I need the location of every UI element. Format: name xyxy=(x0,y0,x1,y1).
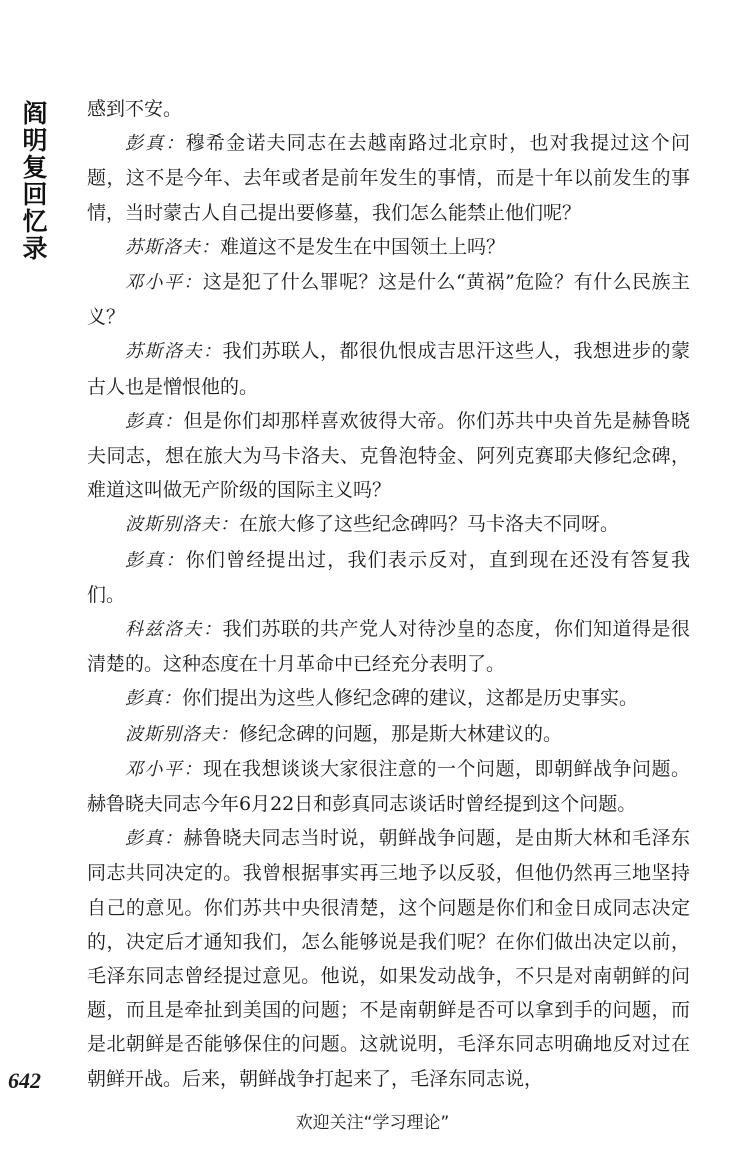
paragraph-text: 在旅大修了这些纪念碑吗？马卡洛夫不同呀。 xyxy=(239,513,620,536)
speaker-label: 波斯别洛夫： xyxy=(125,723,239,745)
speaker-label: 科兹洛夫： xyxy=(125,619,223,641)
paragraph-text: 感到不安。 xyxy=(87,98,183,120)
paragraph-text: 难道这不是发生在中国领土上吗？ xyxy=(220,235,506,258)
paragraph-text: 但是你们却那样喜欢彼得大帝。你们苏共中央首先是赫鲁晓夫同志，想在旅大为马卡洛夫、克鲁泡特金、阿列克赛耶夫修纪念碑，难道这叫做无产阶级的国际主义吗？ xyxy=(87,409,690,502)
speaker-label: 波斯别洛夫： xyxy=(125,514,239,536)
paragraph xyxy=(87,717,690,752)
speaker-label: 邓小平： xyxy=(125,272,203,294)
paragraph xyxy=(87,612,690,681)
paragraph-text: 你们曾经提出过，我们表示反对，直到现在还没有答复我们。 xyxy=(87,548,690,606)
paragraph-text: 你们提出为这些人修纪念碑的建议，这都是历史事实。 xyxy=(182,687,639,710)
book-title: 阎明复回忆录 xyxy=(19,100,48,262)
paragraph xyxy=(87,681,690,716)
speaker-label: 彭真： xyxy=(125,410,184,432)
paragraph-text: 这是犯了什么罪呢？这是什么“黄祸”危险？有什么民族主义？ xyxy=(87,271,690,329)
paragraph-text: 我们苏联的共产党人对待沙皇的态度，你们知道得是很清楚的。这种态度在十月革命中已经充分表明了。 xyxy=(87,618,690,676)
paragraph-text: 赫鲁晓夫同志当时说，朝鲜战争问题，是由斯大林和毛泽东同志共同决定的。我曾根据事实再三地予以反驳，但他仍然再三地坚持自己的意见。你们苏共中央很清楚，这个问题是你们和金日成同志决定的，决定后才通知我们，怎么能够说是我们呢？在你们做出决定以前，毛泽东同志曾经提过意见。他说，如果发动战争，不只是对南朝鲜的问题，而且是牵扯到美国的问题；不是南朝鲜是否可以拿到手的问题，而是北朝鲜是否能够保住的问题。这就说明，毛泽东同志明确地反对过在朝鲜开战。后来，朝鲜战争打起来了，毛泽东同志说， xyxy=(87,827,690,1090)
paragraph-text: 现在我想谈谈大家很注意的一个问题，即朝鲜战争问题。赫鲁晓夫同志今年6月22日和彭真同志谈话时曾经提到这个问题。 xyxy=(87,757,690,816)
speaker-label: 彭真： xyxy=(125,828,184,850)
paragraph-text: 穆希金诺夫同志在去越南路过北京时，也对我提过这个问题，这不是今年、去年或者是前年发生的事情，而是十年以前发生的事情，当时蒙古人自己提出要修墓，我们怎么能禁止他们呢？ xyxy=(87,132,690,224)
footer-caption: 欢迎关注“学习理论” xyxy=(295,1113,450,1133)
speaker-label: 彭真： xyxy=(125,688,182,710)
speaker-label: 苏斯洛夫： xyxy=(125,236,220,258)
paragraph xyxy=(87,92,690,126)
page-number: 642 xyxy=(8,1068,41,1093)
paragraph-text: 修纪念碑的问题，那是斯大林建议的。 xyxy=(239,722,563,745)
paragraph xyxy=(87,752,690,821)
paragraph xyxy=(87,126,690,230)
paragraph-text: 我们苏联人，都很仇恨成吉思汗这些人，我想进步的蒙古人也是憎恨他的。 xyxy=(87,340,690,398)
speaker-label: 彭真： xyxy=(125,133,186,155)
paragraph xyxy=(87,265,690,334)
paragraph xyxy=(87,230,690,265)
speaker-label: 苏斯洛夫： xyxy=(125,341,223,363)
speaker-label: 彭真： xyxy=(125,549,186,571)
speaker-label: 邓小平： xyxy=(125,758,203,780)
paragraph xyxy=(87,334,690,403)
paragraph xyxy=(87,404,690,508)
paragraph xyxy=(87,507,690,542)
paragraph xyxy=(87,543,690,612)
body-text xyxy=(87,92,690,1096)
paragraph xyxy=(87,821,690,1096)
